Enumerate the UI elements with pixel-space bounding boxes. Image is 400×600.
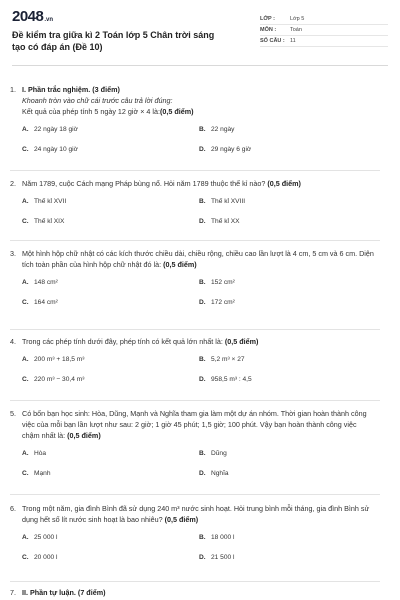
option-b[interactable] <box>199 448 376 459</box>
option-letter: C. <box>22 299 29 306</box>
question-points: (0,5 điểm) <box>67 431 101 440</box>
option-letter: D. <box>199 146 206 153</box>
answer-options <box>22 124 376 155</box>
meta-value: Lớp 5 <box>290 16 305 22</box>
question-1 <box>10 84 376 155</box>
option-c[interactable] <box>22 144 199 155</box>
option-letter: A. <box>22 450 29 457</box>
exam-meta <box>260 14 388 53</box>
meta-row-subject <box>260 25 388 36</box>
option-d[interactable] <box>199 374 376 385</box>
option-text: 22 ngày <box>211 126 235 133</box>
option-letter: D. <box>199 218 206 225</box>
question-text <box>22 408 376 441</box>
option-text: 21 500 l <box>211 554 235 561</box>
option-d[interactable] <box>199 216 376 227</box>
option-letter: B. <box>199 534 206 541</box>
meta-value: 11 <box>290 38 296 44</box>
question-text-body: Trong các phép tính dưới đây, phép tính có kết quả lớn nhất là: <box>22 337 223 346</box>
option-text: 24 ngày 10 giờ <box>34 146 78 153</box>
option-text: Hòa <box>34 450 47 457</box>
option-b[interactable] <box>199 196 376 207</box>
option-text: Mạnh <box>34 470 51 477</box>
option-c[interactable] <box>22 468 199 479</box>
question-7 <box>10 587 376 598</box>
option-letter: A. <box>22 356 29 363</box>
option-text: 20 000 l <box>34 554 58 561</box>
question-points: (0,5 điểm) <box>267 179 301 188</box>
question-6 <box>10 503 376 563</box>
option-letter: B. <box>199 126 206 133</box>
question-text <box>22 336 376 347</box>
option-a[interactable] <box>22 354 199 365</box>
option-a[interactable] <box>22 448 199 459</box>
option-letter: C. <box>22 218 29 225</box>
header-left <box>12 8 222 53</box>
question-divider <box>10 240 380 241</box>
question-number: 4. <box>10 337 16 346</box>
question-text-body: Kết quả của phép tính 5 ngày 12 giờ × 4 là: <box>22 107 160 116</box>
option-a[interactable] <box>22 532 199 543</box>
option-a[interactable] <box>22 277 199 288</box>
option-text: 22 ngày 18 giờ <box>34 126 78 133</box>
question-number: 3. <box>10 249 16 258</box>
option-text: 172 cm² <box>211 299 235 306</box>
option-text: 152 cm² <box>211 279 235 286</box>
question-text <box>22 178 376 189</box>
option-text: 5,2 m³ × 27 <box>211 356 245 363</box>
question-text <box>22 106 376 117</box>
option-text: 220 m³ − 30,4 m³ <box>34 376 85 383</box>
option-text: 18 000 l <box>211 534 235 541</box>
question-points: (0,5 điểm) <box>224 337 259 346</box>
section-heading: II. Phần tự luận. (7 điểm) <box>22 588 106 597</box>
question-text-body: Năm 1789, cuộc Cách mạng Pháp bùng nổ. Hỏi năm 1789 thuộc thế kỉ nào? <box>22 179 266 188</box>
option-text: 29 ngày 6 giờ <box>211 146 252 153</box>
question-text-body: Trong một năm, gia đình Bình đã sử dụng 240 m³ nước sinh hoạt. Hỏi trung bình mỗi tháng, gia đình Bình sử dụng hết số lít nước sinh hoạt là bao nhiêu? <box>22 504 370 524</box>
question-number: 1. <box>10 85 16 94</box>
option-text: 958,5 m³ : 4,5 <box>211 376 252 383</box>
option-text: Nghĩa <box>211 470 229 477</box>
question-points: (0,5 điểm) <box>164 515 199 524</box>
option-b[interactable] <box>199 277 376 288</box>
question-number: 7. <box>10 588 16 597</box>
exam-page <box>12 8 388 66</box>
answer-options <box>22 277 376 308</box>
option-b[interactable] <box>199 532 376 543</box>
question-number: 6. <box>10 504 16 513</box>
meta-row-class <box>260 14 388 25</box>
question-points: (0,5 điểm) <box>159 107 194 116</box>
option-letter: B. <box>199 279 206 286</box>
option-letter: C. <box>22 376 29 383</box>
option-letter: D. <box>199 376 206 383</box>
answer-options <box>22 196 376 227</box>
answer-options <box>22 448 376 479</box>
option-letter: A. <box>22 534 29 541</box>
option-text: Thế kỉ XVII <box>34 198 67 205</box>
option-d[interactable] <box>199 144 376 155</box>
meta-key: MÔN : <box>260 27 277 33</box>
option-letter: C. <box>22 146 29 153</box>
option-letter: C. <box>22 554 29 561</box>
question-text <box>22 503 376 525</box>
question-4 <box>10 336 376 385</box>
option-c[interactable] <box>22 552 199 563</box>
logo-number: 2048 <box>12 8 44 25</box>
option-c[interactable] <box>22 216 199 227</box>
answer-options <box>22 532 376 563</box>
question-text-body: Có bốn bạn học sinh: Hòa, Dũng, Mạnh và Nghĩa tham gia làm một dự án nhóm. Thời gian hoàn thành công việc của mỗi bạn lần lượt như sau: 2 giờ; 1 giờ 45 phút; 1,5 giờ; 100 phút. Vậy bạn hoàn thành công việc chậm nhất là: <box>22 409 367 440</box>
option-text: Thế kỉ XIX <box>34 218 65 225</box>
section-heading: I. Phần trắc nghiệm. (3 điểm) <box>22 85 120 94</box>
question-text-body: Một hình hộp chữ nhật có các kích thước chiều dài, chiều rộng, chiều cao lần lượt là 4 cm, 5 cm và 6 cm. Diện tích toàn phần của hình hộp chữ nhật đó là: <box>22 249 374 269</box>
question-points: (0,5 điểm) <box>163 260 197 269</box>
question-3 <box>10 248 376 308</box>
option-text: Thế kỉ XVIII <box>211 198 246 205</box>
page-title: Đề kiểm tra giữa kì 2 Toán lớp 5 Chân trời sáng tạo có đáp án (Đề 10) <box>12 30 215 52</box>
answer-options <box>22 354 376 385</box>
option-d[interactable] <box>199 468 376 479</box>
question-divider <box>10 170 380 171</box>
meta-key: LỚP : <box>260 16 275 22</box>
option-text: Dũng <box>211 450 227 457</box>
question-5 <box>10 408 376 479</box>
option-text: 148 cm² <box>34 279 58 286</box>
option-letter: B. <box>199 450 206 457</box>
option-text: 200 m³ + 18,5 m³ <box>34 356 85 363</box>
option-letter: D. <box>199 554 206 561</box>
option-d[interactable] <box>199 297 376 308</box>
question-2 <box>10 178 376 227</box>
option-letter: A. <box>22 198 29 205</box>
option-c[interactable] <box>22 374 199 385</box>
option-a[interactable] <box>22 124 199 135</box>
option-text: 164 cm² <box>34 299 58 306</box>
meta-value: Toán <box>290 27 302 33</box>
option-b[interactable] <box>199 354 376 365</box>
option-a[interactable] <box>22 196 199 207</box>
site-logo[interactable] <box>12 8 222 25</box>
header-divider <box>12 65 388 66</box>
question-divider <box>10 494 380 495</box>
option-letter: B. <box>199 198 206 205</box>
meta-key: SỐ CÂU : <box>260 38 285 44</box>
option-letter: A. <box>22 279 29 286</box>
question-instruction: Khoanh tròn vào chữ cái trước câu trả lời đúng: <box>22 96 173 105</box>
question-number: 5. <box>10 409 16 418</box>
option-letter: C. <box>22 470 29 477</box>
option-b[interactable] <box>199 124 376 135</box>
option-letter: D. <box>199 470 206 477</box>
option-c[interactable] <box>22 297 199 308</box>
option-text: 25 000 l <box>34 534 58 541</box>
option-text: Thế kỉ XX <box>211 218 240 225</box>
question-divider <box>10 400 380 401</box>
option-letter: A. <box>22 126 29 133</box>
question-number: 2. <box>10 179 16 188</box>
option-d[interactable] <box>199 552 376 563</box>
question-divider <box>10 581 380 582</box>
question-divider <box>10 329 380 330</box>
option-letter: D. <box>199 299 206 306</box>
option-letter: B. <box>199 356 206 363</box>
meta-row-count <box>260 36 388 47</box>
header <box>12 8 388 53</box>
question-text <box>22 248 376 270</box>
logo-domain: .vn <box>44 17 54 23</box>
